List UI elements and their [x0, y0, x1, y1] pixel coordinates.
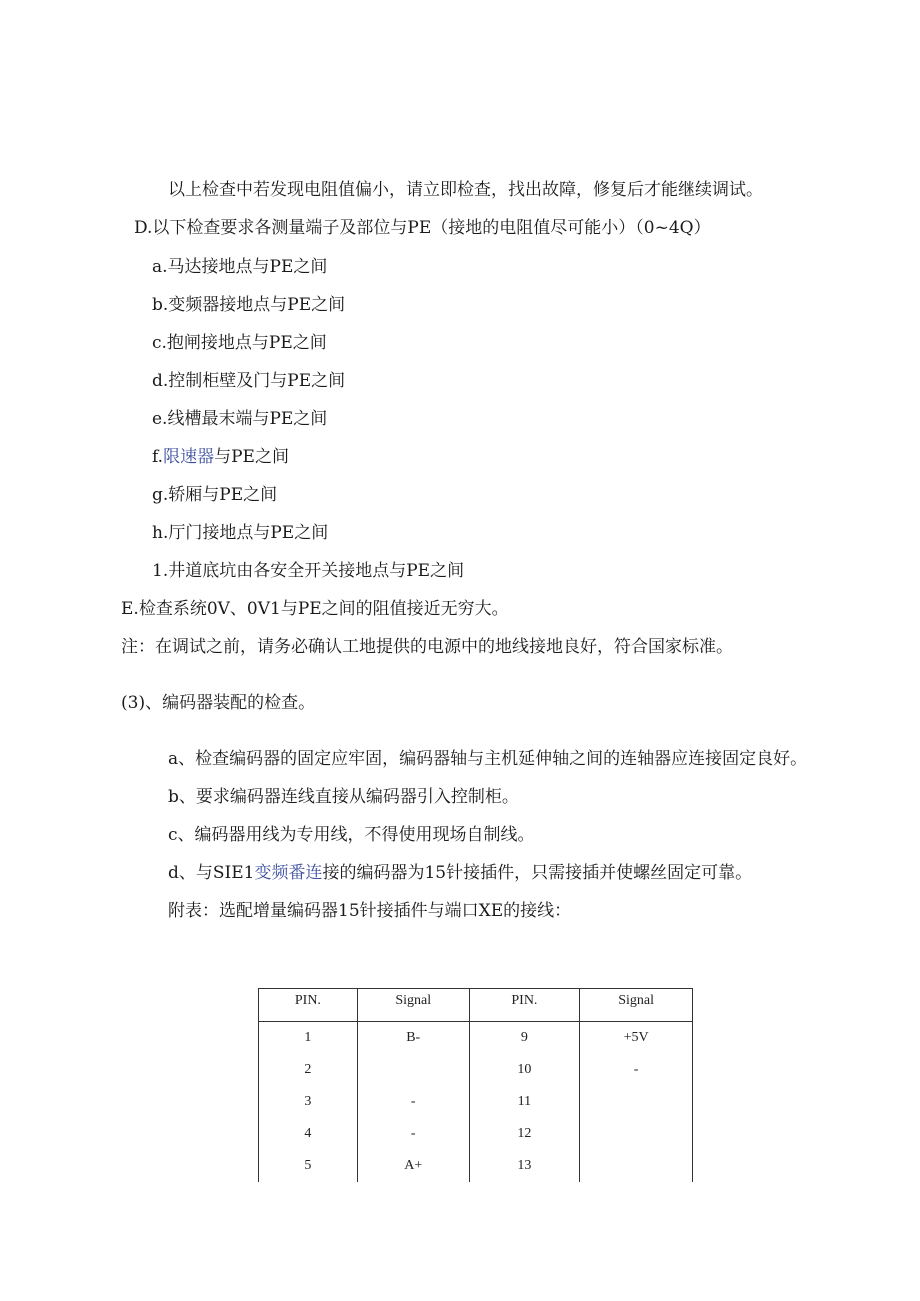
table-cell: 1: [259, 1022, 358, 1055]
encoder-item-b: b、要求编码器连线直接从编码器引入控制柜。: [168, 787, 519, 807]
table-cell: 9: [469, 1022, 580, 1055]
header-signal-2: Signal: [580, 989, 693, 1022]
table-cell: +5V: [580, 1022, 693, 1055]
table-row: [259, 1054, 693, 1086]
list-item-g: g.轿厢与PE之间: [152, 485, 278, 505]
table-cell: 4: [259, 1118, 358, 1150]
table-row: [259, 1022, 693, 1055]
header-signal-1: Signal: [357, 989, 469, 1022]
speed-governor-link[interactable]: 限速器: [163, 447, 215, 467]
table-row: [259, 1150, 693, 1182]
table-cell: -: [357, 1118, 469, 1150]
table-cell: [580, 1150, 693, 1182]
table-cell: -: [357, 1086, 469, 1118]
list-item-h: h.厅门接地点与PE之间: [152, 523, 329, 543]
section-d-heading: D.以下检查要求各测量端子及部位与PE（接地的电阻值尽可能小）（0~4Q）: [134, 218, 711, 238]
section-e-heading: E.检查系统0V、0V1与PE之间的阻值接近无穷大。: [121, 599, 509, 619]
note-paragraph: 注：在调试之前，请务必确认工地提供的电源中的地线接地良好，符合国家标准。: [121, 637, 733, 657]
encoder-item-d: [168, 862, 752, 884]
table-cell: 5: [259, 1150, 358, 1182]
table-cell: 3: [259, 1086, 358, 1118]
list-item-i: 1.井道底坑由各安全开关接地点与PE之间: [152, 561, 465, 581]
table-cell: B-: [357, 1022, 469, 1055]
list-item-f-prefix: f.: [152, 447, 164, 467]
table-cell: [357, 1054, 469, 1086]
table-cell: 2: [259, 1054, 358, 1086]
table-cell: 10: [469, 1054, 580, 1086]
table-header-row: [259, 989, 693, 1022]
table-cell: 11: [469, 1086, 580, 1118]
list-item-f-suffix: 与PE之间: [214, 447, 289, 467]
table-cell: -: [580, 1054, 693, 1086]
list-item-b: b.变频器接地点与PE之间: [152, 295, 346, 315]
table-caption: 附表：选配增量编码器15针接插件与端口XE的接线：: [168, 901, 572, 921]
table-cell: 13: [469, 1150, 580, 1182]
table-cell: 12: [469, 1118, 580, 1150]
header-pin-2: PIN.: [469, 989, 580, 1022]
encoder-item-d-suffix: 接的编码器为15针接插件，只需接插并使螺丝固定可靠。: [322, 863, 753, 883]
intro-paragraph: 以上检查中若发现电阻值偏小，请立即检查，找出故障，修复后才能继续调试。: [168, 180, 763, 200]
list-item-f: [152, 446, 289, 468]
table-row: [259, 1086, 693, 1118]
header-pin-1: PIN.: [259, 989, 358, 1022]
pin-signal-table: [258, 988, 693, 1182]
encoder-item-a: a、检查编码器的固定应牢固，编码器轴与主机延伸轴之间的连轴器应连接固定良好。: [168, 749, 808, 769]
section-3-heading: (3)、编码器装配的检查。: [121, 693, 316, 713]
table-cell: [580, 1118, 693, 1150]
list-item-c: c.抱闸接地点与PE之间: [152, 333, 327, 353]
list-item-d: d.控制柜壁及门与PE之间: [152, 371, 346, 391]
list-item-e: e.线槽最末端与PE之间: [152, 409, 328, 429]
table-row: [259, 1118, 693, 1150]
list-item-a: a.马达接地点与PE之间: [152, 257, 328, 277]
encoder-item-d-prefix: d、与SIE1: [168, 863, 255, 883]
encoder-item-c: c、编码器用线为专用线，不得使用现场自制线。: [168, 825, 535, 845]
table-cell: [580, 1086, 693, 1118]
table-cell: A+: [357, 1150, 469, 1182]
inverter-link[interactable]: 变频番连: [254, 863, 323, 883]
